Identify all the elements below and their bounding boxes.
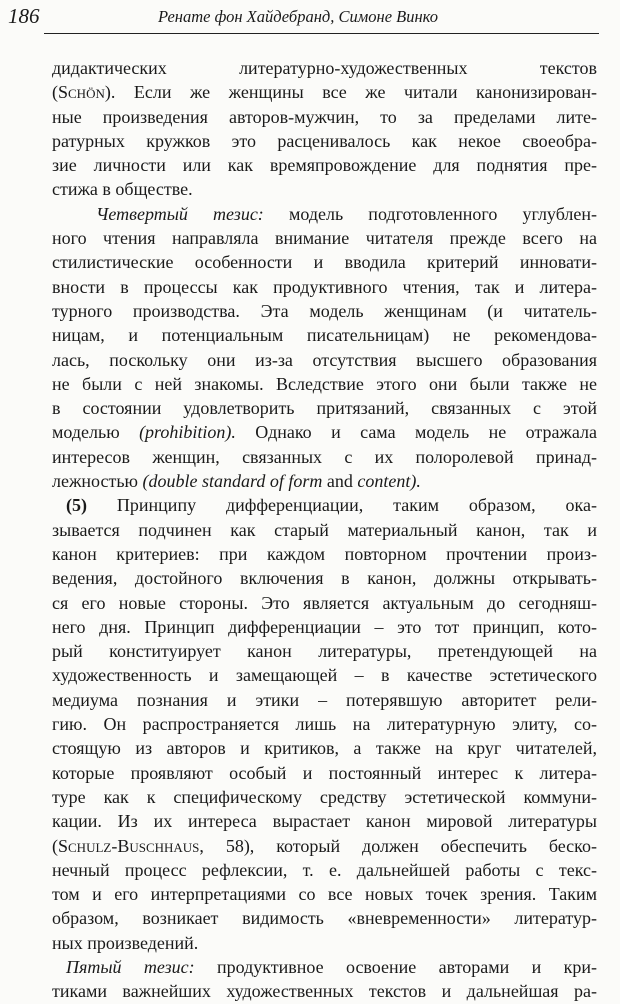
- text-line: художественность и замещающей – в качестве эстетического: [52, 665, 597, 686]
- text-line: ведения, достойного включения в канон, должны открывать-: [52, 568, 597, 589]
- text-line: тиками важнейших художественных текстов и дальнейшая ра-: [52, 981, 597, 1002]
- text-line: (Schön). Если же женщины все же читали канонизирован-: [52, 82, 597, 103]
- text-line: интересов женщин, связанных с их полоролевой принад-: [52, 446, 597, 467]
- text-line: кации. Из их интереса вырастает канон мировой литературы: [52, 811, 597, 832]
- text-line: ного чтения направляла внимание читателя прежде всего на: [52, 228, 597, 249]
- text-line: образом, возникает видимость «вневременности» литератур-: [52, 908, 597, 929]
- text-line: ся его новые стороны. Это является актуальным до сегодняш-: [52, 592, 597, 613]
- styled-run: Schön: [58, 82, 105, 103]
- styled-run: content).: [357, 471, 421, 492]
- text-line: которые проявляют особый и постоянный интерес к литера-: [52, 762, 597, 783]
- text-line: дидактических литературно-художественных текстов: [52, 58, 597, 78]
- text-line: стилистические особенности и вводила критерий инновати-: [52, 252, 597, 273]
- text-line: моделью (prohibition). Однако и сама модель не отражала: [52, 422, 597, 443]
- styled-run: Четвертый тезис:: [96, 203, 264, 224]
- text-line: том и его интерпретациями со все новых точек зрения. Таким: [52, 884, 597, 905]
- header-rule: [44, 33, 599, 34]
- text-line: туре как к специфическому средству эстетической коммуни-: [52, 786, 597, 807]
- styled-run: (double standard of form: [142, 471, 323, 492]
- text-line: (Schulz-Buschhaus, 58), который должен обеспечить беско-: [52, 835, 597, 856]
- text-line: лась, поскольку они из-за отсутствия высшего образования: [52, 349, 597, 370]
- page-header: [8, 4, 602, 34]
- text-line: ных произведений.: [52, 932, 199, 953]
- text-line: ницам, и потенциальным писательницам) не рекомендова-: [52, 325, 597, 346]
- text-line: рый конституирует канон литературы, претендующей на: [52, 641, 597, 662]
- styled-run: Пятый тезис:: [66, 956, 195, 977]
- body-text: [52, 56, 597, 1004]
- text-line: канон критериев: при каждом повторном прочтении произ-: [52, 543, 597, 564]
- text-line: него дня. Принцип дифференциации – это тот принцип, кото-: [52, 616, 597, 637]
- text-line: в состоянии удовлетворить притязаний, связанных с этой: [52, 398, 597, 419]
- text-line: не были с ней знакомы. Вследствие этого они были также не: [52, 373, 597, 394]
- text-line: стоящую из авторов и критиков, а также на круг читателей,: [52, 738, 597, 759]
- text-line: лежностью (double standard of form and content).: [52, 471, 421, 492]
- styled-run: (prohibition).: [139, 422, 236, 443]
- text-line: Четвертый тезис: модель подготовленного углублен-: [96, 203, 597, 224]
- text-line: медиума познания и этики – потерявшую авторитет рели-: [52, 689, 597, 710]
- styled-run: (5): [66, 495, 87, 516]
- text-line: нечный процесс рефлексии, т. е. дальнейшей работы с текс-: [52, 859, 597, 880]
- text-line: зие личности или как времяпровождение для поднятия пре-: [52, 155, 597, 176]
- text-line: гию. Он распространяется лишь на литературную элиту, со-: [52, 714, 597, 735]
- text-line: ратурных кружков это расценивалось как некое своеобра-: [52, 130, 597, 151]
- text-line: зывается подчинен как старый материальный канон, так и: [52, 519, 597, 540]
- text-line: стижа в обществе.: [52, 179, 193, 200]
- page-number: 186: [8, 4, 40, 28]
- styled-run: Schulz-Buschhaus: [58, 835, 200, 856]
- text-line: Пятый тезис: продуктивное освоение авторами и кри-: [66, 956, 598, 977]
- running-title: Ренате фон Хайдебранд, Симоне Винко: [158, 7, 439, 26]
- text-line: ные произведения авторов-мужчин, то за пределами лите-: [52, 106, 597, 127]
- text-line: турного производства. Эта модель женщинам (и читатель-: [52, 300, 597, 321]
- text-line: (5) Принципу дифференциации, таким образом, ока-: [66, 495, 597, 516]
- text-line: вности в процессы как продуктивного чтения, так и литера-: [52, 276, 597, 297]
